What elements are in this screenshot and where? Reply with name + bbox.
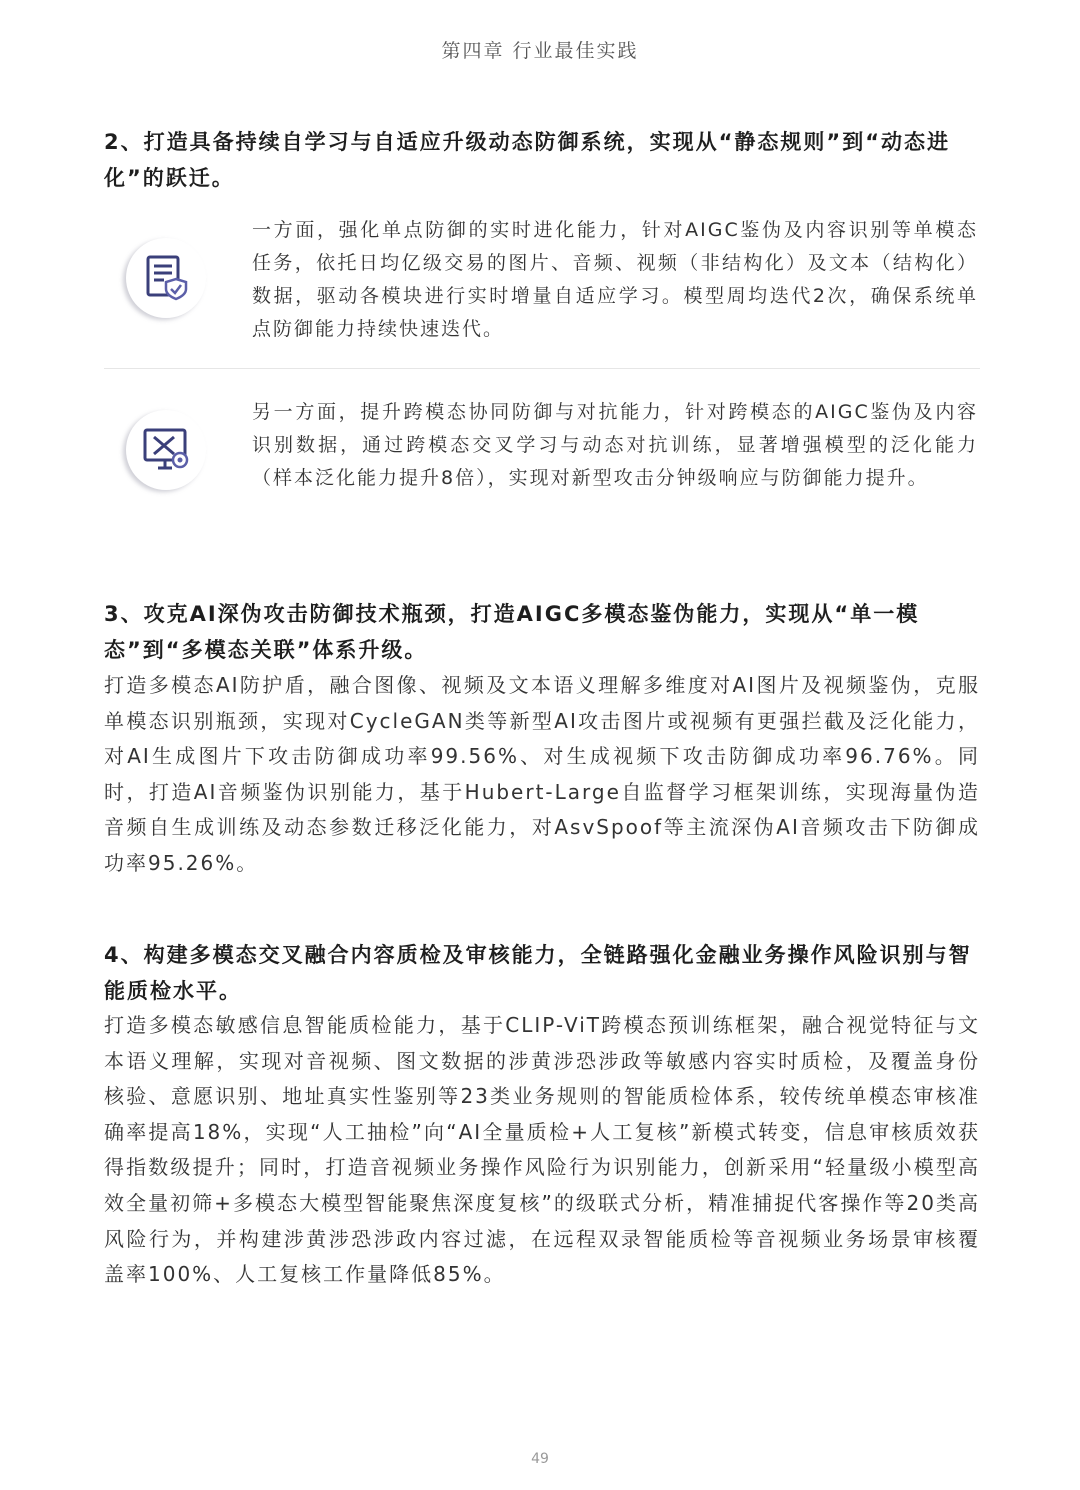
chapter-header: 第四章 行业最佳实践 [441, 40, 639, 62]
page-number: 49 [531, 1451, 549, 1467]
section-3-body: 打造多模态AI防护盾，融合图像、视频及文本语义理解多维度对AI图片及视频鉴伪，克服单模态识别瓶颈，实现对CycleGAN类等新型AI攻击图片或视频有更强拦截及泛化能力，对AI生成图片下攻击防御成功率99.56%、对生成视频下攻击防御成功率96.76%。同时，打造AI音频鉴伪识别能力，基于Hubert-Large自监督学习框架训练，实现海量伪造音频自生成训练及动态参数迁移泛化能力，对AsvSpoof等主流深伪AI音频攻击下防御成功率95.26%。 [104, 673, 980, 875]
document-shield-icon [126, 238, 206, 318]
section-2-heading: 2、打造具备持续自学习与自适应升级动态防御系统，实现从“静态规则”到“动态进化”的跃迁。 [104, 130, 951, 190]
divider [104, 368, 980, 369]
tools-monitor-icon [126, 410, 206, 490]
section-3-heading: 3、攻克AI深伪攻击防御技术瓶颈，打造AIGC多模态鉴伪能力，实现从“单一模态”到“多模态关联”体系升级。 [104, 602, 920, 662]
section-4-body: 打造多模态敏感信息智能质检能力，基于CLIP-ViT跨模态预训练框架，融合视觉特征与文本语义理解，实现对音视频、图文数据的涉黄涉恐涉政等敏感内容实时质检，及覆盖身份核验、意愿识别、地址真实性鉴别等23类业务规则的智能质检体系，较传统单模态审核准确率提高18%，实现“人工抽检”向“AI全量质检+人工复核”新模式转变，信息审核质效获得指数级提升；同时，打造音视频业务操作风险行为识别能力，创新采用“轻量级小模型高效全量初筛+多模态大模型智能聚焦深度复核”的级联式分析，精准捕捉代客操作等20类高风险行为，并构建涉黄涉恐涉政内容过滤，在远程双录智能质检等音视频业务场景审核覆盖率100%、人工复核工作量降低85%。 [104, 1013, 980, 1287]
section-2-item-1-text: 一方面，强化单点防御的实时进化能力，针对AIGC鉴伪及内容识别等单模态任务，依托日均亿级交易的图片、音频、视频（非结构化）及文本（结构化）数据，驱动各模块进行实时增量自适应学习。模型周均迭代2次，确保系统单点防御能力持续快速迭代。 [252, 219, 978, 340]
section-4-heading: 4、构建多模态交叉融合内容质检及审核能力，全链路强化金融业务操作风险识别与智能质检水平。 [104, 943, 972, 1003]
section-2-item-2-text: 另一方面，提升跨模态协同防御与对抗能力，针对跨模态的AIGC鉴伪及内容识别数据，通过跨模态交叉学习与动态对抗训练，显著增强模型的泛化能力（样本泛化能力提升8倍），实现对新型攻击分钟级响应与防御能力提升。 [252, 401, 978, 489]
